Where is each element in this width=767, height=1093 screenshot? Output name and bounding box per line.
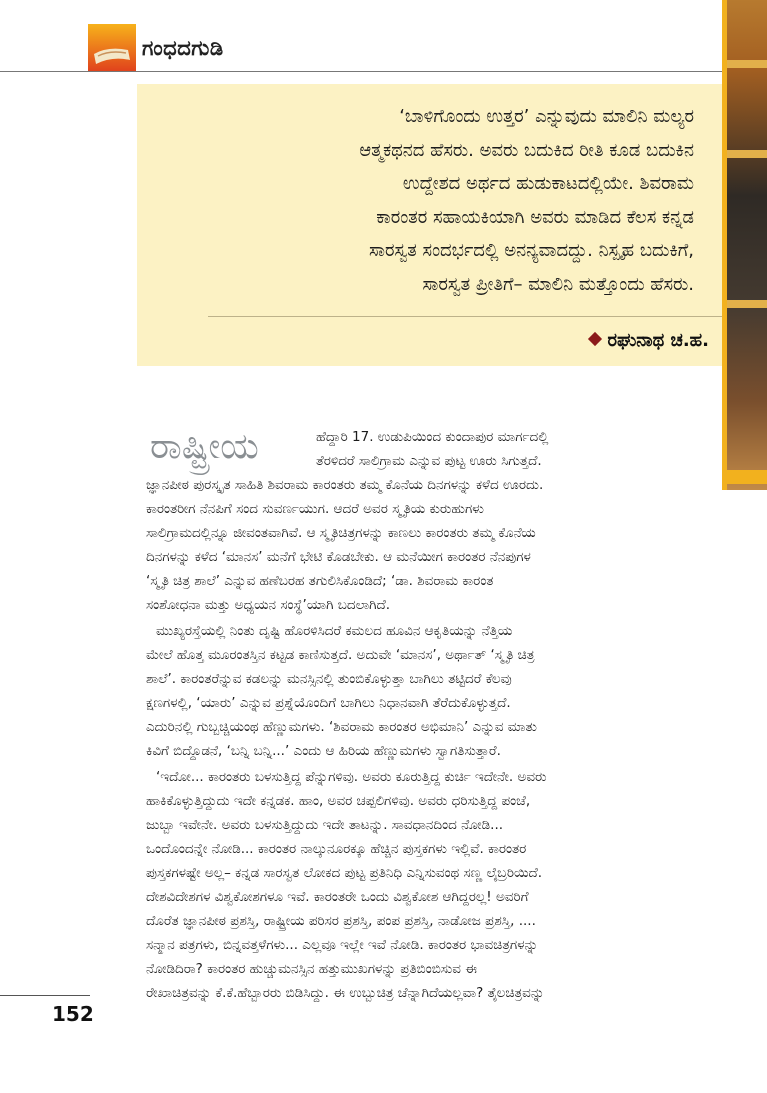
body-line: ದೊರೆತ ಜ್ಞಾನಪೀಠ ಪ್ರಶಸ್ತಿ, ರಾಷ್ಟ್ರೀಯ ಪರಿಸರ ಪ್ರಶಸ್ತಿ, ಪಂಪ ಪ್ರಶಸ್ತಿ, ನಾಡೋಜ ಪ್ರಶಸ್ತಿ, .... (146, 913, 536, 929)
body-line: ದೇಶವಿದೇಶಗಳ ವಿಶ್ವಕೋಶಗಳೂ ಇವೆ. ಕಾರಂತರೇ ಒಂದು ವಿಶ್ವಕೋಶ ಆಗಿದ್ದರಲ್ಲ! ಅವರಿಗೆ (146, 889, 529, 905)
body-line: ಜುಬ್ಬಾ ಇವೇನೇ. ಅವರು ಬಳಸುತ್ತಿದ್ದುದು ಇದೇ ತಾಟನ್ನು. ಸಾವಧಾನದಿಂದ ನೋಡಿ... (146, 817, 504, 833)
pull-quote-box (137, 84, 722, 366)
body-line: ಕ್ಷಣಗಳಲ್ಲಿ, ‘ಯಾರು’ ಎನ್ನುವ ಪ್ರಶ್ನೆಯೊಂದಿಗೆ ಬಾಗಿಲು ನಿಧಾನವಾಗಿ ತೆರೆದುಕೊಳ್ಳುತ್ತದೆ. (146, 695, 511, 711)
magazine-logo (88, 24, 136, 72)
body-line: ಜ್ಞಾನಪೀಠ ಪುರಸ್ಕೃತ ಸಾಹಿತಿ ಶಿವರಾಮ ಕಾರಂತರು ತಮ್ಮ ಕೊನೆಯ ದಿನಗಳನ್ನು ಕಳೆದ ಊರದು. (146, 477, 544, 493)
author-byline (590, 330, 709, 351)
pull-quote-line: ಆತ್ಮಕಥನದ ಹೆಸರು. ಅವರು ಬದುಕಿದ ರೀತಿ ಕೂಡ ಬದುಕಿನ (359, 139, 694, 161)
body-line: ಕಾರಂತರೀಗ ನೆನಪಿಗೆ ಸಂದ ಸುವರ್ಣಯುಗ. ಆದರೆ ಅವರ ಸ್ಮೃತಿಯ ಕುರುಹುಗಳು (146, 501, 484, 517)
body-line: ಸಂಶೋಧನಾ ಮತ್ತು ಅಧ್ಯಯನ ಸಂಸ್ಥೆ’ಯಾಗಿ ಬದಲಾಗಿದೆ. (146, 597, 391, 613)
magazine-name: ಗಂಧದಗುಡಿ (142, 36, 224, 60)
body-line: ‘ಸ್ಮೃತಿ ಚಿತ್ರ ಶಾಲೆ’ ಎನ್ನುವ ಹಣೆಬರಹ ತಗುಲಿಸಿಕೊಂಡಿದೆ; ‘ಡಾ. ಶಿವರಾಮ ಕಾರಂತ (146, 573, 494, 589)
drop-title: ರಾಷ್ಟ್ರೀಯ (150, 426, 259, 467)
pull-quote-line: ಕಾರಂತರ ಸಹಾಯಕಿಯಾಗಿ ಅವರು ಮಾಡಿದ ಕೆಲಸ ಕನ್ನಡ (376, 206, 694, 228)
body-line: ಮೇಲೆ ಹೊತ್ತ ಮೂರಂತಸ್ತಿನ ಕಟ್ಟಡ ಕಾಣಿಸುತ್ತದೆ. ಅದುವೇ ‘ಮಾನಸ’, ಅರ್ಥಾತ್ ‘ಸ್ಮೃತಿ ಚಿತ್ರ (146, 647, 535, 663)
body-line: ದಿನಗಳನ್ನು ಕಳೆದ ‘ಮಾನಸ’ ಮನೆಗೆ ಭೇಟಿ ಕೊಡಬೇಕು. ಆ ಮನೆಯೀಗ ಕಾರಂತರ ನೆನಪುಗಳ (146, 549, 531, 565)
pull-quote-line: ‘ಬಾಳಿಗೊಂದು ಉತ್ತರ’ ಎನ್ನುವುದು ಮಾಲಿನಿ ಮಲ್ಯರ (399, 106, 694, 127)
pull-quote-line: ಉದ್ದೇಶದ ಅರ್ಥದ ಹುಡುಕಾಟದಲ್ಲಿಯೇ. ಶಿವರಾಮ (402, 173, 694, 194)
body-line: ಒಂದೊಂದನ್ನೇ ನೋಡಿ... ಕಾರಂತರ ನಾಲ್ಕುನೂರಕ್ಕೂ ಹೆಚ್ಚಿನ ಪುಸ್ತಕಗಳು ಇಲ್ಲಿವೆ. ಕಾರಂತರ (146, 841, 527, 857)
gold-border-horizontal (722, 470, 767, 484)
article-body (146, 427, 712, 1047)
body-line: ಮುಖ್ಯರಸ್ತೆಯಲ್ಲಿ ನಿಂತು ದೃಷ್ಟಿ ಹೊರಳಿಸಿದರೆ ಕಮಲದ ಹೂವಿನ ಆಕೃತಿಯನ್ನು ನೆತ್ತಿಯ (156, 623, 513, 639)
diamond-bullet-icon (587, 332, 601, 346)
body-line: ‘ಇದೋ... ಕಾರಂತರು ಬಳಸುತ್ತಿದ್ದ ಪೆನ್ನುಗಳಿವು. ಅವರು ಕೂರುತ್ತಿದ್ದ ಕುರ್ಚಿ ಇದೇನೇ. ಅವರು (156, 769, 547, 785)
body-line: ಹಾಕಿಕೊಳ್ಳುತ್ತಿದ್ದುದು ಇದೇ ಕನ್ನಡಕ. ಹಾಂ, ಅವರ ಚಪ್ಪಲಿಗಳಿವು. ಅವರು ಧರಿಸುತ್ತಿದ್ದ ಪಂಚೆ, (146, 793, 531, 809)
body-line: ತೆರಳಿದರೆ ಸಾಲಿಗ್ರಾಮ ಎನ್ನುವ ಪುಟ್ಟ ಊರು ಸಿಗುತ್ತದೆ. (316, 453, 542, 469)
gold-border-vertical (722, 0, 727, 490)
page-number-rule (0, 995, 90, 996)
page-number: 152 (52, 1002, 94, 1026)
pull-quote-line: ಸಾರಸ್ವತ ಪ್ರೀತಿಗೆ– ಮಾಲಿನಿ ಮತ್ತೊಂದು ಹೆಸರು. (422, 273, 694, 295)
body-line: ಎದುರಿನಲ್ಲಿ ಗುಬ್ಬಚ್ಚಿಯಂಥ ಹೆಣ್ಣುಮಗಳು. ‘ಶಿವರಾಮ ಕಾರಂತರ ಅಭಿಮಾನಿ’ ಎನ್ನುವ ಮಾತು (146, 719, 537, 735)
body-line: ಹೆದ್ದಾರಿ 17. ಉಡುಪಿಯಿಂದ ಕುಂದಾಪುರ ಮಾರ್ಗದಲ್ಲಿ (316, 429, 549, 445)
body-line: ಸಾಲಿಗ್ರಾಮದಲ್ಲಿನ್ನೂ ಜೀವಂತವಾಗಿವೆ. ಆ ಸ್ಮೃತಿಚಿತ್ರಗಳನ್ನು ಕಾಣಲು ಕಾರಂತರು ತಮ್ಮ ಕೊನೆಯ (146, 525, 536, 541)
pull-quote-divider (208, 316, 722, 317)
body-line: ನೋಡಿದಿರಾ? ಕಾರಂತರ ಹುಚ್ಚುಮನಸ್ಸಿನ ಹತ್ತುಮುಖಗಳನ್ನು ಪ್ರತಿಬಿಂಬಿಸುವ ಈ (146, 961, 477, 977)
body-line: ಕಿವಿಗೆ ಬಿದ್ದೊಡನೆ, ‘ಬನ್ನಿ ಬನ್ನಿ...’ ಎಂದು ಆ ಹಿರಿಯ ಹೆಣ್ಣುಮಗಳು ಸ್ವಾಗತಿಸುತ್ತಾರೆ. (146, 743, 501, 759)
pull-quote (174, 100, 694, 301)
author-name: ರಘುನಾಥ ಚ.ಹ. (607, 330, 709, 351)
body-line: ರೇಖಾಚಿತ್ರವನ್ನು ಕೆ.ಕೆ.ಹೆಬ್ಬಾರರು ಬಿಡಿಸಿದ್ದು. ಈ ಉಬ್ಬುಚಿತ್ರ ಚೆನ್ನಾಗಿದೆಯಲ್ಲವಾ? ತೈಲಚಿತ್ರವನ್ನು (146, 985, 545, 1001)
body-line: ಸನ್ಮಾನ ಪತ್ರಗಳು, ಬಿನ್ನವತ್ತಳೆಗಳು... ಎಲ್ಲವೂ ಇಲ್ಲೇ ಇವೆ ನೋಡಿ. ಕಾರಂತರ ಭಾವಚಿತ್ರಗಳನ್ನು (146, 937, 539, 953)
pull-quote-line: ಸಾರಸ್ವತ ಸಂದರ್ಭದಲ್ಲಿ ಅನನ್ಯವಾದದ್ದು. ನಿಸ್ಪೃಹ ಬದುಕಿಗೆ, (369, 240, 694, 261)
body-line: ಶಾಲೆ’. ಕಾರಂತರೆನ್ನುವ ಕಡಲನ್ನು ಮನಸ್ಸಿನಲ್ಲಿ ತುಂಬಿಕೊಳ್ಳುತ್ತಾ ಬಾಗಿಲು ತಟ್ಟಿದರೆ ಕೆಲವು (146, 671, 512, 687)
body-line: ಪುಸ್ತಕಗಳಷ್ಟೇ ಅಲ್ಲ– ಕನ್ನಡ ಸಾರಸ್ವತ ಲೋಕದ ಪುಟ್ಟ ಪ್ರತಿನಿಧಿ ಎನ್ನಿಸುವಂಥ ಸಣ್ಣ ಲೈಬ್ರರಿಯಿದೆ. (146, 865, 543, 881)
side-photo (722, 0, 767, 490)
header-divider (0, 71, 722, 72)
